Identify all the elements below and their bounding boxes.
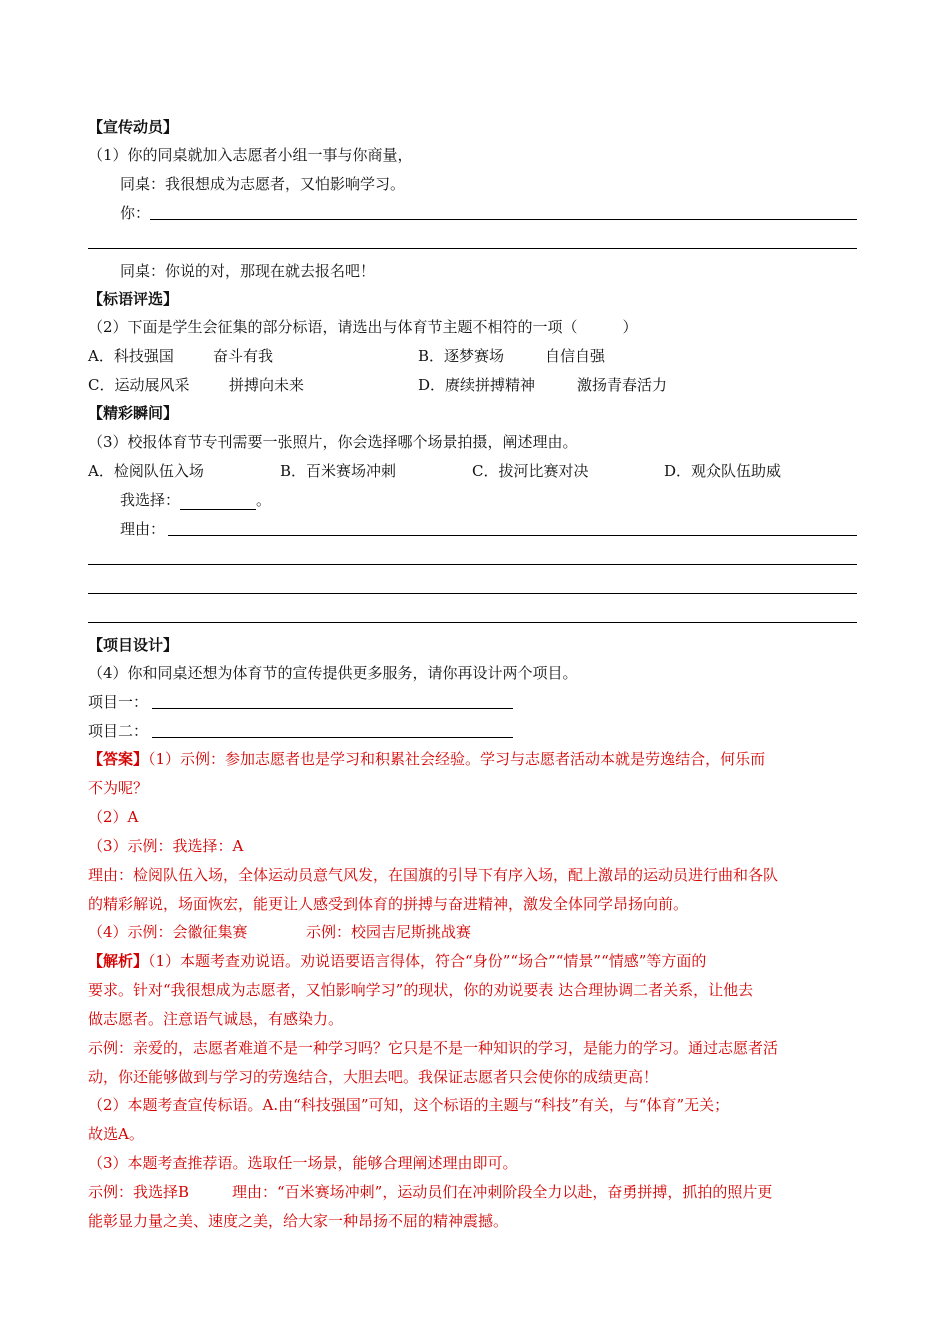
option-3b: B．百米赛场冲刺 — [280, 462, 397, 480]
option-2c-text: 拼搏向未来 — [229, 376, 305, 394]
option-2b-text: 自信自强 — [545, 347, 606, 365]
deskmate-dialogue-1: 同桌：我很想成为志愿者，又怕影响学习。 — [120, 175, 406, 193]
answer-tag: 【答案】 — [88, 750, 149, 768]
choose-end: 。 — [256, 491, 272, 509]
reason-line-1[interactable] — [168, 535, 857, 536]
option-2c-letter: C．运动展风采 — [88, 376, 190, 394]
project-1-line[interactable] — [152, 708, 513, 709]
answer-2: （2）A — [88, 808, 139, 826]
deskmate-dialogue-2: 同桌：你说的对，那现在就去报名吧！ — [120, 262, 376, 280]
analysis-1-line-1 — [88, 951, 706, 971]
answer-4-part-2: 示例：校园吉尼斯挑战赛 — [306, 923, 472, 941]
question-3-text: （3）校报体育节专刊需要一张照片，你会选择哪个场景拍摄，阐述理由。 — [88, 433, 578, 451]
answer-line-you-2[interactable] — [88, 248, 857, 249]
option-2a-letter: A．科技强国 — [88, 347, 174, 365]
reason-label: 理由： — [120, 520, 166, 538]
analysis-3: （3）本题考查推荐语。选取任一场景，能够合理阐述理由即可。 — [88, 1154, 518, 1172]
project-2-line[interactable] — [152, 737, 513, 738]
section-heading-slogan: 【标语评选】 — [88, 290, 179, 308]
choose-row — [120, 490, 271, 510]
option-2b-letter: B．逐梦赛场 — [418, 347, 505, 365]
example-1-line-2: 动，你还能够做到与学习的劳逸结合，大胆去吧。我保证志愿者只会使你的成绩更高！ — [88, 1068, 659, 1086]
question-2-text: （2）下面是学生会征集的部分标语，请选出与体育节主题不相符的一项（ ） — [88, 318, 638, 336]
example-3-line-2: 能彰显力量之美、速度之美，给大家一种昂扬不屈的精神震撼。 — [88, 1212, 509, 1230]
choose-label: 我选择： — [120, 491, 181, 509]
section-heading-publicity: 【宣传动员】 — [88, 118, 179, 136]
option-3d: D．观众队伍助威 — [664, 462, 782, 480]
you-label: 你： — [120, 204, 151, 222]
project-2-label: 项目二： — [88, 722, 149, 740]
option-3c: C．拔河比赛对决 — [472, 462, 589, 480]
analysis-2-line-2: 故选A。 — [88, 1125, 144, 1143]
answer-3-reason-1: 理由：检阅队伍入场，全体运动员意气风发，在国旗的引导下有序入场，配上激昂的运动员进行曲和各队 — [88, 866, 779, 884]
analysis-1-text: （1）本题考查劝说语。劝说语要语言得体，符合“身份”“场合”“情景”“情感”等方面的 — [148, 952, 707, 970]
analysis-1-line-2: 要求。针对“我很想成为志愿者，又怕影响学习”的现状，你的劝说要表 达合理协调二者关系，让他去 — [88, 981, 754, 999]
project-1-label: 项目一： — [88, 693, 149, 711]
section-heading-project: 【项目设计】 — [88, 636, 179, 654]
answer-4-part-1: （4）示例：会徽征集赛 — [88, 923, 248, 941]
example-3-part-1: 示例：我选择B — [88, 1183, 190, 1201]
section-heading-moment: 【精彩瞬间】 — [88, 404, 179, 422]
example-1-line-1: 示例：亲爱的，志愿者难道不是一种学习吗？它只是不是一种知识的学习，是能力的学习。通过志愿者活 — [88, 1039, 779, 1057]
answer-1-line-1 — [88, 749, 765, 769]
analysis-1-line-3: 做志愿者。注意语气诚恳，有感染力。 — [88, 1010, 344, 1028]
answer-3-reason-2: 的精彩解说，场面恢宏，能更让人感受到体育的拼搏与奋进精神，激发全体同学昂扬向前。 — [88, 895, 689, 913]
question-1-text: （1）你的同桌就加入志愿者小组一事与你商量， — [88, 146, 413, 164]
reason-line-3[interactable] — [88, 593, 857, 594]
analysis-2-line-1: （2）本题考查宣传标语。A.由“科技强国”可知，这个标语的主题与“科技”有关，与“体育”无关； — [88, 1096, 730, 1114]
answer-3: （3）示例：我选择：A — [88, 837, 244, 855]
question-4-text: （4）你和同桌还想为体育节的宣传提供更多服务，请你再设计两个项目。 — [88, 664, 578, 682]
answer-1-text: （1）示例：参加志愿者也是学习和积累社会经验。学习与志愿者活动本就是劳逸结合，何乐而 — [148, 750, 766, 768]
answer-line-you-1[interactable] — [150, 219, 857, 220]
reason-line-4[interactable] — [88, 622, 857, 623]
choose-blank[interactable] — [180, 493, 256, 510]
option-2d-text: 激扬青春活力 — [577, 376, 668, 394]
answer-1-line-2: 不为呢？ — [88, 779, 149, 797]
option-2d-letter: D．赓续拼搏精神 — [418, 376, 536, 394]
analysis-tag: 【解析】 — [88, 952, 149, 970]
option-2a-text: 奋斗有我 — [213, 347, 274, 365]
option-3a: A．检阅队伍入场 — [88, 462, 204, 480]
reason-line-2[interactable] — [88, 564, 857, 565]
example-3-part-2: 理由：“百米赛场冲刺”，运动员们在冲刺阶段全力以赴，奋勇拼搏，抓拍的照片更 — [232, 1183, 773, 1201]
